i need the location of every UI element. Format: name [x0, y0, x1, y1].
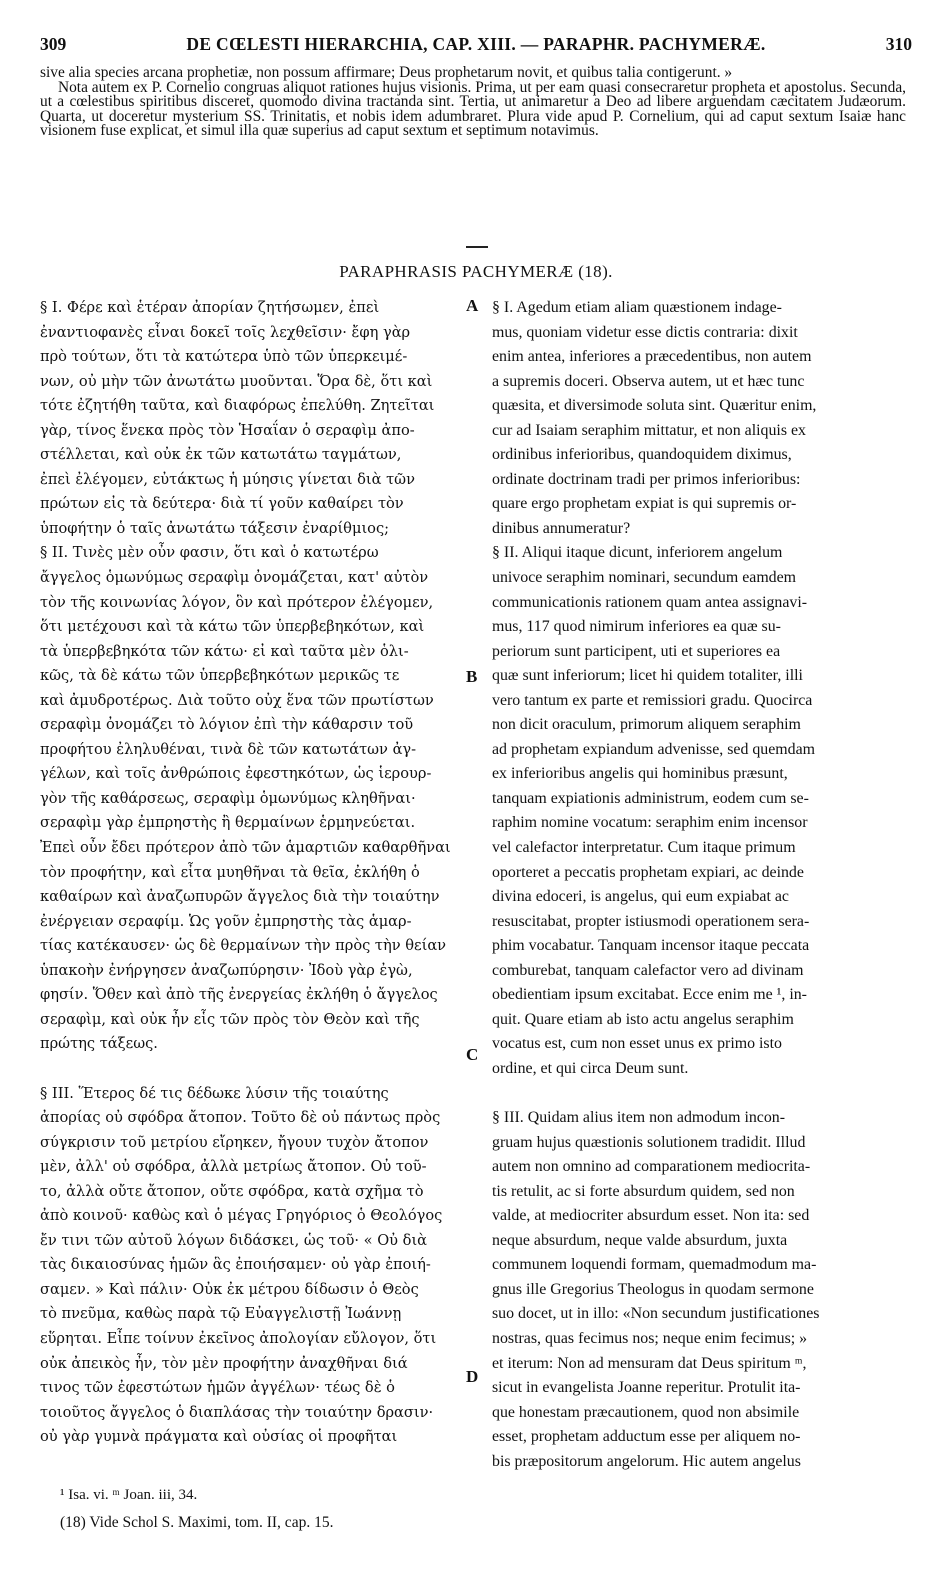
greek-line: πρὸ τούτων, ὅτι τὰ κατώτερα ὑπὸ τῶν ὑπερκειμέ- [40, 348, 408, 366]
latin-line: quare ergo prophetam expiat is qui supremis or- [492, 495, 797, 513]
greek-line: ἀπὸ κοινοῦ· καθὼς καὶ ὁ μέγας Γρηγόριος ὁ Θεολόγος [40, 1207, 443, 1225]
margin-marker: A [466, 296, 479, 315]
greek-line: τὸ πνεῦμα, καθὼς παρὰ τῷ Εὐαγγελιστῇ Ἰωάννῃ [40, 1305, 402, 1323]
latin-line: nostras, quas fecimus nos; neque enim fecimus; » [492, 1329, 808, 1347]
intro-text [40, 66, 906, 139]
latin-line: esset, prophetam adductum esse per aliquem no- [492, 1428, 801, 1446]
latin-line: comburebat, tanquam calefactor vero ad divinam [492, 961, 804, 979]
latin-line: sicut in evangelista Joanne reperitur. Protulit ita- [492, 1379, 801, 1397]
greek-line: πρώτης τάξεως. [40, 1035, 158, 1053]
latin-line: communicationis rationem quam antea assignavi- [492, 593, 808, 611]
latin-line: divina edoceri, is angelus, qui eum expiabat ac [492, 888, 789, 906]
greek-line: προφήτου ἐληλυθέναι, τινὰ δὲ τῶν κατωτάτων ἀγ- [40, 740, 417, 758]
latin-line: quæsita, et diversimode soluta sint. Quæritur enim, [492, 397, 817, 415]
greek-line: ὑποφήτην ὁ ταῖς ἀνωτάτω τάξεσιν ἐναρίθμιος; [40, 519, 390, 537]
latin-line: ad prophetam expiandum advenisse, sed quemdam [492, 740, 816, 758]
greek-line: σύγκρισιν τοῦ μετρίου εἴρηκεν, ἤγουν τυχὸν ἄτοπον [40, 1133, 429, 1151]
greek-line: ἄγγελος ὁμωνύμως σεραφὶμ ὀνομάζεται, κατ' αὐτὸν [40, 569, 429, 587]
latin-line: a supremis doceri. Observa autem, ut et hæc tunc [492, 372, 805, 390]
latin-line: periorum sunt participent, uti et superiores ea [492, 642, 781, 660]
latin-line: oporteret a peccatis prophetam expiari, ac deinde [492, 863, 804, 881]
latin-line: ex inferioribus angelis qui hominibus præsunt, [492, 765, 788, 783]
greek-line: Ἐπεὶ οὖν ἔδει πρότερον ἀπὸ τῶν ἁμαρτιῶν καθαρθῆναι [40, 839, 451, 857]
latin-line: phim vocabatur. Tanquam incensor itaque peccata [492, 937, 810, 955]
greek-line: πρώτων εἰς τὰ δεύτερα· διὰ τί γοῦν καθαίρει τὸν [40, 495, 404, 513]
greek-line: τινος τῶν ἐφεστώτων ἡμῶν ἀγγέλων· τέως δὲ ὁ [40, 1379, 395, 1397]
greek-line: οὐ γὰρ γυμνὰ πράγματα καὶ οὐσίας οἱ προφῆται [40, 1428, 398, 1446]
latin-line: communem loquendi formam, quemadmodum ma- [492, 1256, 817, 1274]
greek-line: σαμεν. » Καὶ πάλιν· Οὐκ ἐκ μέτρου δίδωσιν ὁ Θεὸς [40, 1280, 419, 1298]
greek-line: ἐπεὶ ἐλέγομεν, εὐτάκτως ἡ μύησις γίνεται διὰ τῶν [40, 470, 415, 488]
latin-line: ordinate doctrinam tradi per primos inferioribus: [492, 470, 801, 488]
greek-line: μὲν, ἀλλ' οὐ σφόδρα, ἀλλὰ μετρίως ἄτοπον. Οὐ τοῦ- [40, 1158, 427, 1176]
latin-line: raphim nomine vocatum: seraphim enim incensor [492, 814, 808, 832]
latin-line: ordinibus inferioribus, quandoquidem diximus, [492, 446, 792, 464]
latin-line: dinibus annumeratur? [492, 519, 631, 537]
greek-line: γέλων, καὶ τοῖς ἀνθρώποις ἐφεστηκότων, ὡς ἱερουρ- [40, 765, 432, 783]
greek-line: τὸν τῆς κοινωνίας λόγον, ὃν καὶ πρότερον ἐλέγομεν, [40, 593, 434, 611]
latin-line: que honestam præcautionem, quod non absimile [492, 1403, 800, 1421]
greek-line: § III. Ἕτερος δέ τις δέδωκε λύσιν τῆς τοιαύτης [40, 1084, 389, 1102]
greek-line: § I. Φέρε καὶ ἑτέραν ἀπορίαν ζητήσωμεν, ἐπεὶ [40, 299, 380, 316]
latin-line: univoce seraphim nominari, secundum eamdem [492, 569, 797, 587]
latin-line: mus, 117 quod nimirum inferiores ea quæ su- [492, 618, 781, 636]
latin-line: valde, at mediocriter absurdum esset. Non ita: sed [492, 1207, 810, 1225]
latin-line: enim antea, inferiores a præcedentibus, non autem [492, 348, 812, 366]
page-number-right: 310 [885, 34, 912, 54]
greek-line: τὸν προφήτην, καὶ εἶτα μυηθῆναι τὰ θεῖα, ἐκλήθη ὁ [40, 863, 420, 881]
greek-line: τίας κατέκαυσεν· ὡς δὲ θερμαίνων τὴν πρὸς τὴν θείαν [40, 937, 447, 955]
latin-line: et iterum: Non ad mensuram dat Deus spiritum ᵐ, [492, 1354, 807, 1372]
greek-line: γὰρ, τίνος ἕνεκα πρὸς τὸν Ἡσαΐαν ὁ σεραφὶμ ἀπο- [40, 421, 415, 439]
greek-line: καὶ ἀμυδροτέρως. Διὰ τοῦτο οὐχ ἕνα τῶν πρωτίστων [40, 691, 434, 709]
latin-line: vero tantum ex parte et remissiori gradu. Quocirca [492, 691, 813, 709]
greek-line: τὰς δικαιοσύνας ἡμῶν ἃς ἐποιήσαμεν· οὐ γὰρ ἐποιή- [40, 1256, 431, 1274]
margin-marker: C [466, 1045, 479, 1064]
greek-line: νων, οὐ μὴν τῶν ἀνωτάτω μυοῦνται. Ὅρα δὲ, ὅτι καὶ [40, 372, 433, 390]
footnote-scholion: (18) Vide Schol S. Maximi, tom. II, cap. 15. [60, 1514, 334, 1531]
greek-line: ὅτι μετέχουσι καὶ τὰ κάτω τῶν ὑπερβεβηκότων, καὶ [40, 618, 425, 636]
latin-line: neque absurdum, neque valde absurdum, juxta [492, 1231, 788, 1249]
latin-line: resuscitabat, propter istiusmodi operationem sera- [492, 912, 810, 930]
greek-line: τοιοῦτος ἄγγελος ὁ διαπλάσας τὴν τοιαύτην δρασιν· [40, 1403, 434, 1421]
latin-line: gruam hujus quæstionis solutionem tradidit. Illud [492, 1133, 806, 1151]
latin-line: non dicit oraculum, primorum aliquem seraphim [492, 716, 801, 734]
greek-line: οὐκ ἀπεικὸς ἦν, τὸν μὲν προφήτην ἀναχθῆναι διά [40, 1354, 408, 1372]
latin-line: tanquam expiationis administrum, eodem cum se- [492, 789, 809, 807]
latin-line: quæ sunt inferiorum; licet hi quidem totaliter, illi [492, 667, 803, 685]
greek-line: σεραφὶμ γὰρ ἐμπρηστὴς ἢ θερμαίνων ἑρμηνεύεται. [40, 814, 416, 832]
greek-line: το, ἀλλὰ οὔτε ἄτοπον, οὔτε σφόδρα, κατὰ σχῆμα τὸ [40, 1182, 424, 1200]
latin-line: cur ad Isaiam seraphim mittatur, et non aliquis ex [492, 421, 806, 439]
latin-line: suo docet, ut in illo: «Non secundum justificationes [492, 1305, 820, 1323]
latin-line: quit. Quare etiam ab isto actu angelus seraphim [492, 1010, 794, 1028]
greek-line: ἐνέργειαν σεραφίμ. Ὡς γοῦν ἐμπρηστὴς τὰς ἁμαρ- [40, 912, 412, 930]
latin-line: gnus ille Gregorius Theologus in quodam sermone [492, 1280, 814, 1298]
greek-line: καθαίρων καὶ ἀναζωπυρῶν ἄγγελος διὰ τὴν τοιαύτην [40, 888, 440, 906]
page-number-left: 309 [40, 34, 67, 54]
latin-line: vocatus est, cum non esset unus ex primo isto [492, 1035, 782, 1053]
greek-line: κῶς, τὰ δὲ κάτω τῶν ὑπερβεβηκότων μερικῶς τε [40, 667, 400, 685]
greek-line: τότε ἐζητήθη ταῦτα, καὶ διαφόρως ἐπελύθη. Ζητεῖται [40, 397, 435, 415]
latin-line: bis præpositorum angelorum. Hic autem angelus [492, 1452, 801, 1470]
greek-line: ἐναντιοφανὲς εἶναι δοκεῖ τοῖς λεχθεῖσιν· ἔφη γὰρ [40, 323, 411, 341]
greek-line: σεραφὶμ, καὶ οὐκ ἦν εἷς τῶν πρὸς τὸν Θεὸν καὶ τῆς [40, 1010, 420, 1028]
latin-line: ordine, et qui circa Deum sunt. [492, 1059, 689, 1077]
greek-line: φησίν. Ὅθεν καὶ ἀπὸ τῆς ἐνεργείας ἐκλήθη ὁ ἄγγελος [40, 986, 438, 1004]
footnotes [60, 1482, 333, 1536]
intro-paragraph: Nota autem ex P. Cornelio congruas aliquot rationes hujus visionis. Prima, ut per eam quasi consecraretur propheta et apostolus. Secunda, ut a cœlestibus spiritibus disceret, quomodo divina tractanda sint. Tertia, ut animaretur a Deo ad libere arguendam cæcitatem Judæorum. Quarta, ut doceretur mysterium SS. Trinitatis, et nobis idem adumbraret. Plura vide apud P. Cornelium, qui ad caput sextum Isaiæ hanc visionem fuse explicat, et simul illa quæ superius ad caput sextum et septimum notavimus. [40, 78, 906, 140]
greek-line: σεραφὶμ ὀνομάζει τὸ λόγιον ἐπὶ τὴν κάθαρσιν τοῦ [40, 716, 414, 734]
section-divider [466, 246, 488, 248]
margin-marker: D [466, 1367, 479, 1386]
latin-line: § III. Quidam alius item non admodum incon- [492, 1109, 786, 1127]
paragraph-gap [40, 1057, 462, 1082]
section-title: PARAPHRASIS PACHYMERÆ (18). [339, 262, 613, 281]
latin-line: § I. Agedum etiam aliam quæstionem indage- [492, 299, 782, 316]
latin-column [492, 296, 905, 1474]
running-header [40, 34, 912, 56]
footnote-references: ¹ Isa. vi. ᵐ Joan. iii, 34. [60, 1487, 198, 1503]
latin-line: obedientiam ipsum excitabat. Ecce enim me ¹, in- [492, 986, 807, 1004]
greek-line: ὑπακοὴν ἐνήργησεν ἀναζωπύρησιν· Ἰδοὺ γὰρ ἐγὼ, [40, 961, 413, 979]
greek-column [40, 296, 462, 1450]
running-title: DE CŒLESTI HIERARCHIA, CAP. XIII. — PARAPHR. PACHYMERÆ. [186, 34, 766, 54]
greek-line: στέλλεται, καὶ οὐκ ἐκ τῶν κατωτάτω ταγμάτων, [40, 446, 402, 464]
intro-paragraph: sive alia species arcana prophetiæ, non possum affirmare; Deus prophetarum novit, et quibus talia contigerunt. » [40, 64, 733, 81]
latin-line: tis retulit, ac si forte absurdum quidem, sed non [492, 1182, 795, 1200]
greek-line: ἔν τινι τῶν αὐτοῦ λόγων διδάσκει, ὡς τοῦ· « Οὐ διὰ [40, 1231, 428, 1249]
latin-line: mus, quoniam videtur esse dictis contraria: dixit [492, 323, 798, 341]
greek-line: ἀπορίας οὐ σφόδρα ἄτοπον. Τοῦτο δὲ οὐ πάντως πρὸς [40, 1109, 441, 1127]
greek-line: τὰ ὑπερβεβηκότα τῶν κάτω· εἰ καὶ ταῦτα μὲν ὁλι- [40, 642, 409, 660]
greek-line: γὸν τῆς καθάρσεως, σεραφὶμ ὁμωνύμως κληθῆναι· [40, 789, 416, 807]
latin-line: § II. Aliqui itaque dicunt, inferiorem angelum [492, 544, 783, 562]
latin-line: autem non omnino ad comparationem mediocrita- [492, 1158, 811, 1176]
paragraph-gap [492, 1082, 905, 1107]
latin-line: vel calefactor interpretatur. Cum itaque primum [492, 839, 796, 857]
greek-line: § II. Τινὲς μὲν οὖν φασιν, ὅτι καὶ ὁ κατωτέρω [40, 544, 379, 562]
greek-line: εὕρηται. Εἶπε τοίνυν ἐκεῖνος ἀπολογίαν εὔλογον, ὅτι [40, 1329, 437, 1347]
margin-marker: B [466, 667, 478, 686]
